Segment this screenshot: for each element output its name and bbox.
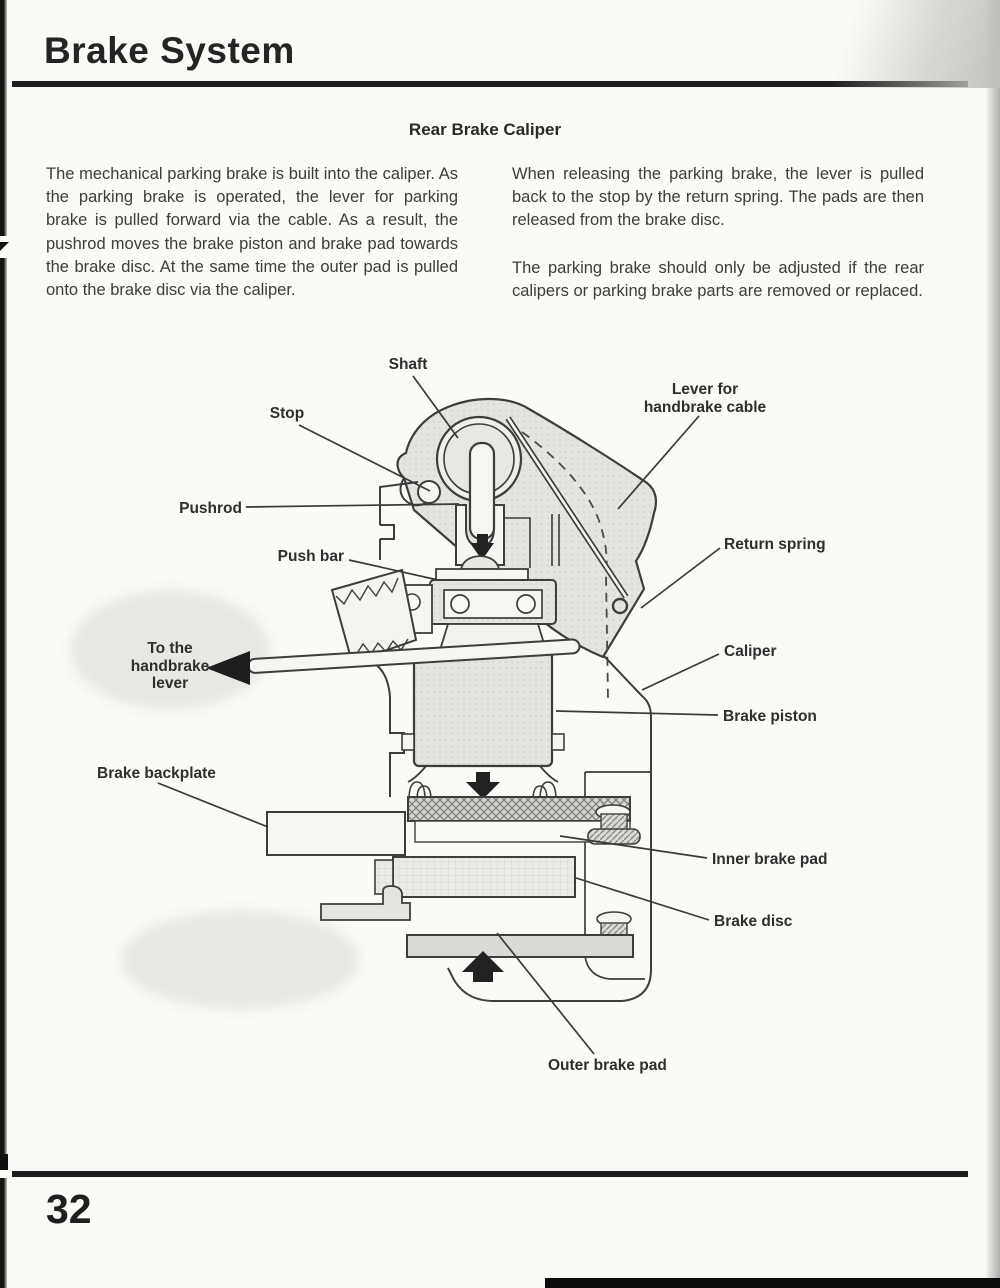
paragraph: The parking brake should only be adjusted if the rear calipers or parking brake parts are removed or replaced.	[512, 258, 924, 300]
page-title: Brake System	[44, 30, 295, 71]
scan-corner-shadow	[650, 0, 1000, 88]
label-pushrod: Pushrod	[179, 500, 242, 517]
label-brake-backplate: Brake backplate	[97, 765, 216, 782]
label-caliper: Caliper	[724, 643, 777, 660]
label-inner-brake-pad: Inner brake pad	[712, 851, 828, 868]
brake-disc-shape	[321, 857, 575, 920]
scan-edge-right	[985, 0, 1000, 1288]
threaded-adjuster	[332, 570, 416, 662]
left-arrow-icon	[206, 651, 250, 685]
label-brake-piston: Brake piston	[723, 708, 817, 725]
footer-rule	[12, 1171, 968, 1177]
label-to-handbrake-lever: To the handbrake lever	[130, 640, 210, 692]
page-number: 32	[46, 1186, 92, 1232]
bearing-ball	[451, 595, 469, 613]
scan-edge-left	[0, 0, 7, 1288]
section-heading: Rear Brake Caliper	[408, 120, 562, 139]
stop-pin	[418, 481, 440, 503]
down-arrow-icon	[466, 772, 500, 799]
outer-brake-pad-shape	[407, 935, 633, 957]
scan-edge-bottom	[545, 1278, 1000, 1288]
paragraph: The mechanical parking brake is built into the caliper. As the parking brake is operated, the lever for parking brake is pulled forward via the cable. As a result, the pushrod moves the brake piston and brake pad towards the brake disc. At the same time the outer pad is pulled onto the brake disc via the caliper.	[46, 165, 458, 300]
brake-piston-shape	[402, 652, 564, 782]
bearing-ball	[517, 595, 535, 613]
label-shaft: Shaft	[388, 356, 428, 373]
brake-backplate-shape	[267, 812, 405, 855]
label-brake-disc: Brake disc	[714, 913, 793, 930]
label-outer-brake-pad: Outer brake pad	[548, 1057, 667, 1074]
label-return-spring: Return spring	[724, 536, 826, 553]
hub-flange	[321, 886, 410, 920]
scan-edge-tick	[0, 1154, 8, 1170]
label-stop: Stop	[269, 405, 305, 422]
label-lever-for-handbrake-cable: Lever for handbrake cable	[643, 381, 767, 416]
pad-retaining-clip	[597, 912, 631, 936]
scan-edge-notch	[0, 236, 9, 258]
paragraph: When releasing the parking brake, the lever is pulled back to the stop by the return spring. The pads are then released from the brake disc.	[512, 165, 924, 230]
label-push-bar: Push bar	[277, 548, 344, 565]
